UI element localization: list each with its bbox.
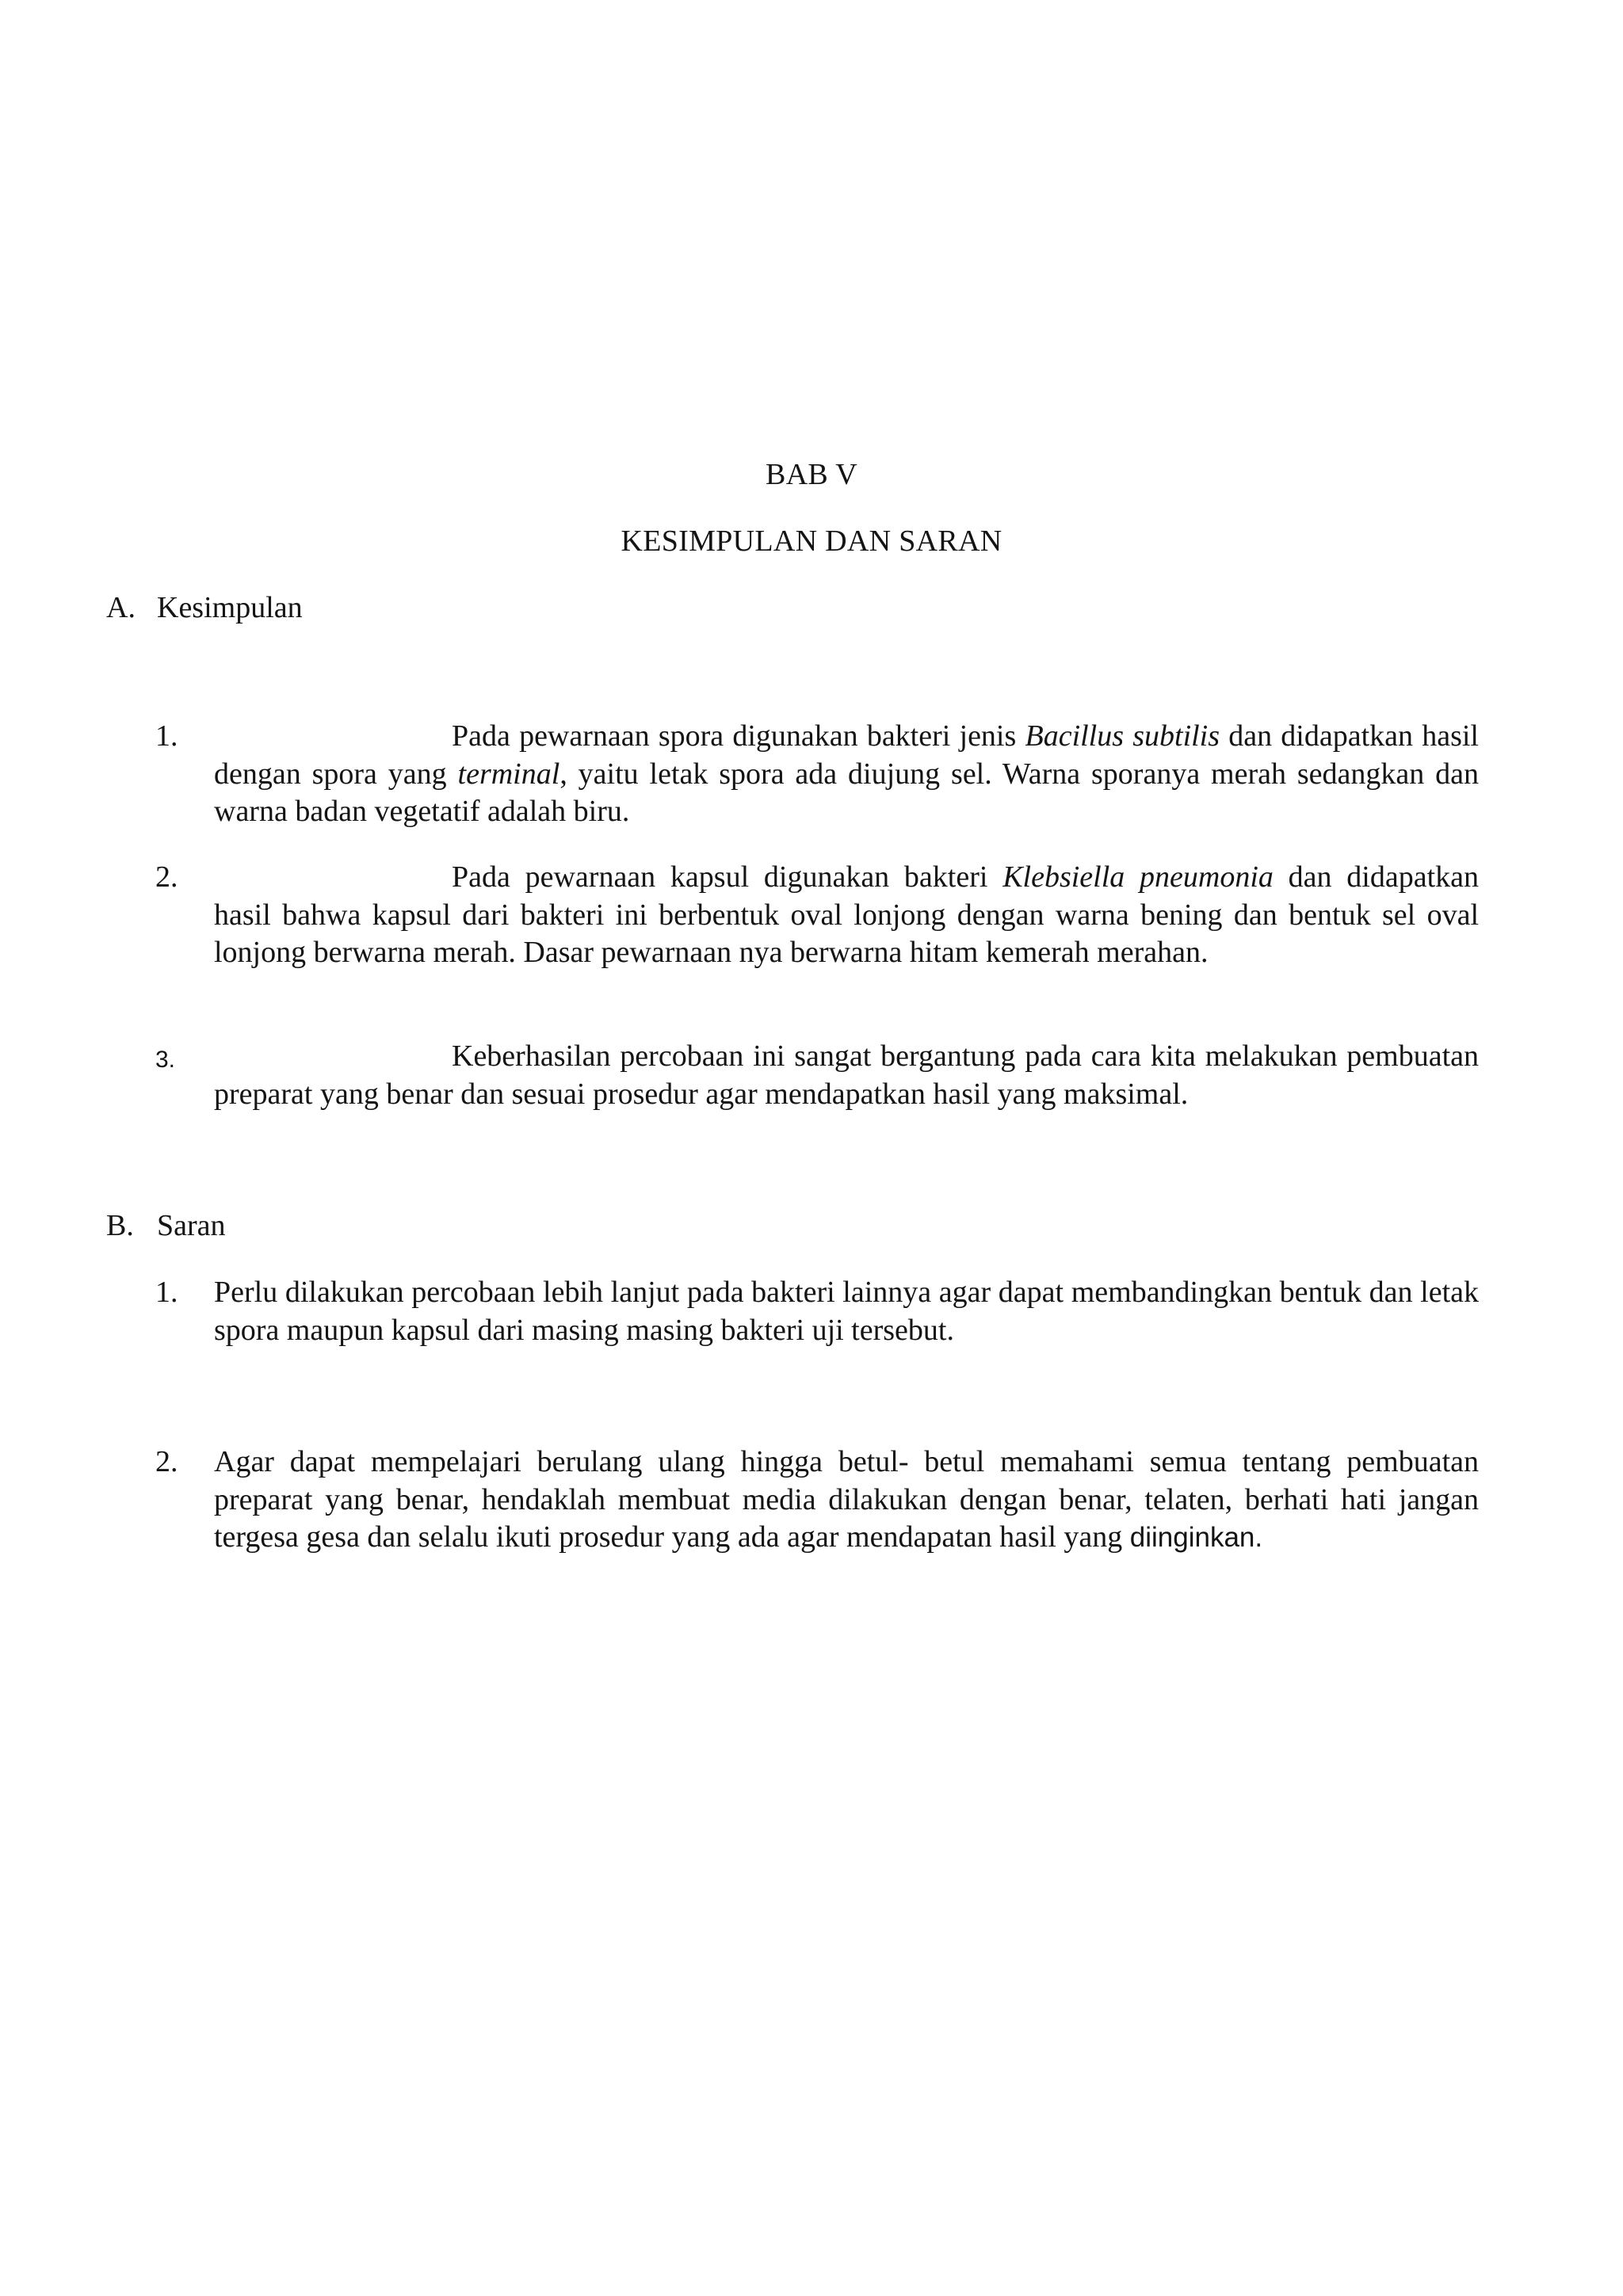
section-b-letter: B. [106, 1209, 134, 1242]
suggestion-item-1 [155, 1274, 1479, 1349]
chapter-heading: BAB V [766, 458, 857, 491]
conclusion-item-text: Pada pewarnaan spora digunakan bakteri jenis Bacillus subtilis dan didapatkan hasil dengan spora yang terminal, yaitu letak spora ada diujung sel. Warna sporanya merah sedangkan dan warna badan vegetatif adalah biru. [214, 719, 1479, 828]
spore-position-term: terminal [457, 757, 560, 791]
list-number: 3. [155, 1047, 176, 1073]
suggestion-item-text: Perlu dilakukan percobaan lebih lanjut pada bakteri lainnya agar dapat membandingkan bentuk dan letak spora maupun kapsul dari masing masing bakteri uji tersebut. [214, 1276, 1479, 1347]
section-b-title: Saran [157, 1209, 226, 1242]
list-number: 1. [155, 1276, 178, 1309]
conclusion-item-2 [155, 859, 1479, 972]
species-name: Bacillus subtilis [1025, 719, 1220, 753]
conclusion-item-text: Keberhasilan percobaan ini sangat bergantung pada cara kita melakukan pembuatan preparat yang benar dan sesuai prosedur agar mendapatkan hasil yang maksimal. [214, 1039, 1479, 1111]
suggestion-item-2 [155, 1444, 1479, 1557]
chapter-title: KESIMPULAN DAN SARAN [621, 524, 1002, 558]
section-a-heading [106, 589, 303, 626]
conclusion-item-1 [155, 718, 1479, 831]
conclusion-item-text: Pada pewarnaan kapsul digunakan bakteri Klebsiella pneumonia dan didapatkan hasil bahwa kapsul dari bakteri ini berbentuk oval lonjong dengan warna bening dan bentuk sel oval lonjong berwarna merah. Dasar pewarnaan nya berwarna hitam kemerah merahan. [214, 860, 1479, 969]
species-name: Klebsiella pneumonia [1002, 860, 1274, 894]
conclusion-item-3 [155, 1038, 1479, 1113]
section-a-letter: A. [106, 591, 136, 624]
list-number: 2. [155, 1445, 178, 1478]
section-b-heading [106, 1207, 226, 1244]
list-number: 1. [155, 719, 178, 753]
list-number: 2. [155, 860, 178, 894]
section-a-title: Kesimpulan [157, 591, 303, 624]
suggestion-item-text: Agar dapat mempelajari berulang ulang hingga betul- betul memahami semua tentang pembuatan preparat yang benar, hendaklah membuat media dilakukan dengan benar, telaten, berhati hati jangan tergesa gesa dan selalu ikuti prosedur yang ada agar mendapatan hasil yang diinginkan. [214, 1445, 1479, 1554]
